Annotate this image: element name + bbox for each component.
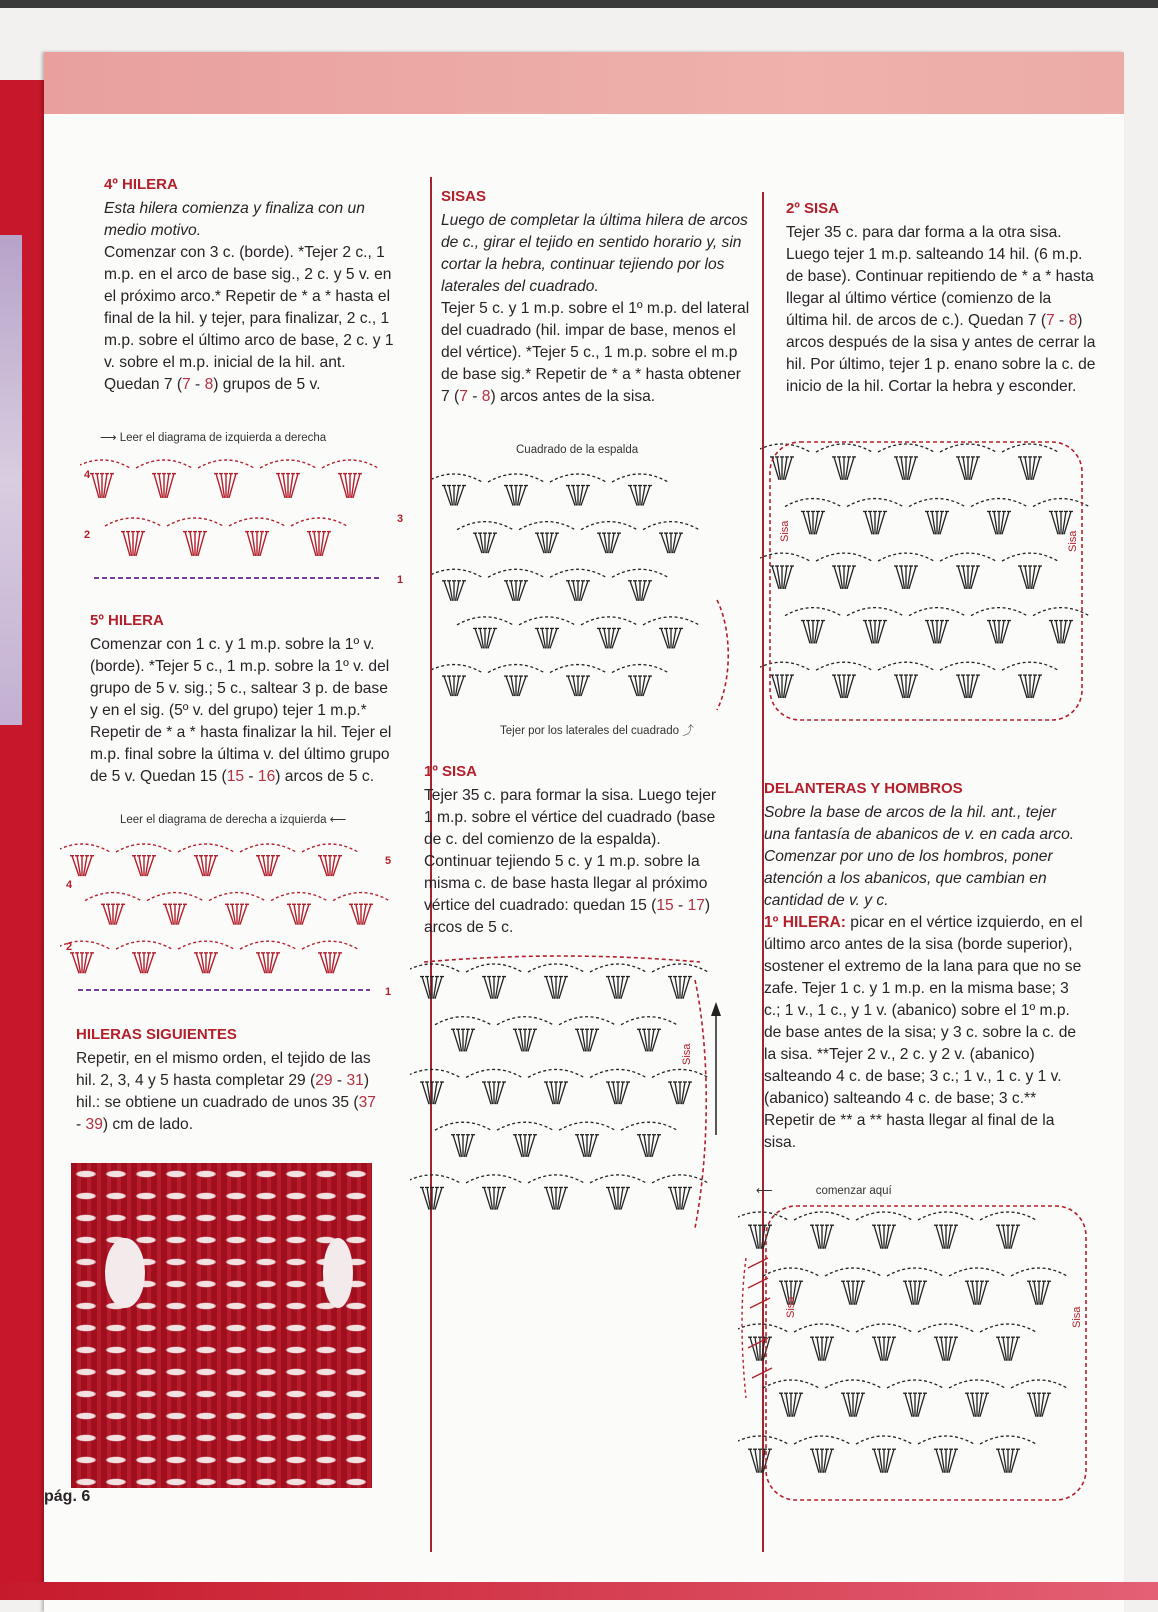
stitch-fan xyxy=(504,676,528,696)
stitch-fan xyxy=(748,1449,772,1473)
stitch-fan xyxy=(245,532,269,556)
chain-arc xyxy=(147,893,203,901)
stitch-fan xyxy=(504,486,528,506)
stitch-fan xyxy=(70,953,94,973)
chain-arc xyxy=(980,1324,1036,1332)
section-body: 1º HILERA: picar en el vértice izquierdo, en el último arco antes de la sisa (borde superior), sostener el extremo de la lana para que no se zafe. Tejer 1 c. y 1 m.p. en la misma base; 3 c.; 1 v., 1 c., y 1 v. (abanico) sobre el 1º m.p. de base antes de la sisa; y 3 c. sobre la c. de la sisa. **Tejer 2 v., 2 c. y 2 v. (abanico) salteando 4 c. de base; 3 c.; 1 v., 1 c. y 1 v. (abanico) salteando 4 c. de base; 3 c.** Repetir de ** a ** hasta llegar al final de la sisa. xyxy=(764,914,1083,1151)
section-title: 4º HILERA xyxy=(104,176,178,193)
chain-arc xyxy=(488,474,544,482)
stitch-fan xyxy=(956,457,980,480)
stitch-fan xyxy=(256,856,280,876)
chain-arc xyxy=(794,1436,850,1444)
chain-arc xyxy=(785,499,841,507)
stitch-fan xyxy=(482,1082,506,1104)
chain-arc xyxy=(435,1017,491,1025)
chain-arc xyxy=(1011,1380,1067,1388)
stitch-fan xyxy=(307,532,331,556)
stitch-fan xyxy=(894,675,918,698)
chain-arc xyxy=(240,844,296,852)
stitch-fan xyxy=(442,676,466,696)
back-square-diagram xyxy=(432,460,732,722)
stitch-fan xyxy=(420,977,444,999)
chain-arc xyxy=(590,1175,646,1183)
chain-arc xyxy=(581,522,637,530)
chain-arc xyxy=(652,964,708,972)
stitch-fan xyxy=(349,904,373,924)
stitch-fan xyxy=(903,1393,927,1417)
chain-arc xyxy=(559,1122,615,1130)
stitch-fan xyxy=(163,904,187,924)
chain-arc xyxy=(909,608,965,616)
chain-arc xyxy=(302,844,358,852)
stitch-fan xyxy=(841,1281,865,1305)
stitch-fan xyxy=(925,621,949,644)
stitch-fan xyxy=(544,977,568,999)
row-number: 1 xyxy=(397,574,404,586)
chain-arc xyxy=(612,665,668,673)
row-number: 2 xyxy=(84,529,91,541)
stitch-fan xyxy=(194,856,218,876)
chain-arc xyxy=(590,964,646,972)
bottom-band xyxy=(0,1582,1158,1600)
stitch-fan xyxy=(504,581,528,601)
chain-arc xyxy=(432,665,482,673)
stitch-fan xyxy=(748,1337,772,1361)
stitch-fan xyxy=(482,1187,506,1209)
stitch-fan xyxy=(934,1337,958,1361)
section-sisa-1 xyxy=(424,761,724,939)
stitch-fan xyxy=(810,1225,834,1249)
chain-arc xyxy=(466,1175,522,1183)
stitch-fan xyxy=(566,581,590,601)
stitch-fan xyxy=(934,1225,958,1249)
section-body: Comenzar con 1 c. y 1 m.p. sobre la 1º v. (borde). *Tejer 5 c., 1 m.p. sobre la 1º v. del grupo de 5 v. sig.; 5 c., saltear 3 p. de base y en el sig. (5º v. del grupo) tejer 1 m.p.* Repetir de * a * hasta finalizar la hil. Tejer el m.p. final sobre la última v. del último grupo de 5 v. Quedan 15 (15 - 16) arcos de 5 c. xyxy=(90,636,392,785)
arrow-left-icon: ⟵ xyxy=(756,1185,776,1197)
chain-arc xyxy=(643,522,699,530)
stitch-fan xyxy=(956,566,980,589)
row-number: 4 xyxy=(84,469,91,481)
chain-arc xyxy=(291,518,347,526)
chain-arc xyxy=(612,474,668,482)
stitch-fan xyxy=(996,1337,1020,1361)
stitch-fan xyxy=(566,676,590,696)
chain-arc xyxy=(167,518,223,526)
chain-arc xyxy=(621,1122,677,1130)
chain-arc xyxy=(497,1122,553,1130)
chain-arc xyxy=(878,662,934,670)
chain-arc xyxy=(794,1324,850,1332)
knitted-square-photo xyxy=(71,1163,372,1488)
stitch-fan xyxy=(872,1449,896,1473)
chain-arc xyxy=(738,1324,788,1332)
stitch-fan xyxy=(214,474,238,498)
stitch-fan xyxy=(996,1225,1020,1249)
chain-arc xyxy=(1002,553,1058,561)
section-fronts-shoulders xyxy=(764,778,1084,1154)
stitch-fan xyxy=(338,474,362,498)
stitch-fan xyxy=(659,628,683,648)
chain-arc xyxy=(980,1212,1036,1220)
stitch-fan xyxy=(535,533,559,553)
chain-arc xyxy=(229,518,285,526)
chain-arc xyxy=(116,941,172,949)
diagram-title: Cuadrado de la espalda xyxy=(516,444,639,456)
stitch-fan xyxy=(894,457,918,480)
sisa-label: Sisa xyxy=(779,520,791,542)
chain-arc xyxy=(856,1324,912,1332)
stitch-fan xyxy=(628,581,652,601)
stitch-fan xyxy=(956,675,980,698)
stitch-fan xyxy=(965,1281,989,1305)
chain-arc xyxy=(240,941,296,949)
chain-arc xyxy=(785,608,841,616)
shoulder-fans xyxy=(742,1258,772,1398)
chain-arc xyxy=(918,1324,974,1332)
chain-arc xyxy=(643,617,699,625)
stitch-fan xyxy=(513,1029,537,1051)
stitch-fan xyxy=(810,1449,834,1473)
sisa-1-diagram xyxy=(410,950,730,1240)
stitch-fan xyxy=(482,977,506,999)
chain-arc xyxy=(105,518,161,526)
chain-arc xyxy=(971,499,1027,507)
chain-arc xyxy=(918,1212,974,1220)
chain-arc xyxy=(763,1268,819,1276)
stitch-fan xyxy=(442,486,466,506)
stitch-fan xyxy=(420,1187,444,1209)
chain-arc xyxy=(971,608,1027,616)
stitch-fan xyxy=(894,566,918,589)
stitch-diagram-row-2-4 xyxy=(80,446,410,591)
stitch-fan xyxy=(420,1082,444,1104)
chain-arc xyxy=(457,617,513,625)
stitch-fan xyxy=(90,474,114,498)
chain-arc xyxy=(178,941,234,949)
section-sisa-2 xyxy=(786,198,1096,398)
stitch-fan xyxy=(606,977,630,999)
chain-arc xyxy=(949,1380,1005,1388)
stitch-fan xyxy=(606,1187,630,1209)
chain-arc xyxy=(488,569,544,577)
stitch-fan xyxy=(668,1187,692,1209)
stitch-fan xyxy=(832,566,856,589)
stitch-fan xyxy=(770,457,794,480)
chain-arc xyxy=(1002,662,1058,670)
diagram-note: ⟵ comenzar aquí xyxy=(756,1185,892,1197)
sisa-label: Sisa xyxy=(681,1043,693,1065)
chain-arc xyxy=(887,1268,943,1276)
diagram-note: Tejer por los laterales del cuadrado ⤴ xyxy=(500,725,694,737)
row-number: 3 xyxy=(397,513,404,525)
section-row-4 xyxy=(104,174,404,396)
chain-arc xyxy=(302,941,358,949)
chain-arc xyxy=(1011,1268,1067,1276)
stitch-fan xyxy=(1049,621,1073,644)
chain-arc xyxy=(794,1212,850,1220)
section-body: Comenzar con 3 c. (borde). *Tejer 2 c., 1 m.p. en el arco de base sig., 2 c. y 5 v. en el próximo arco.* Repetir de * a * hasta el final de la hil. y tejer, para finalizar, 2 c., 1 m.p. sobre el último arco de base, 2 c. y 1 v. sobre el m.p. inicial de la hil. ant. Quedan 7 (7 - 8) grupos de 5 v. xyxy=(104,244,394,393)
chain-arc xyxy=(825,1268,881,1276)
chain-arc xyxy=(435,1122,491,1130)
header-band xyxy=(44,52,1124,114)
stitch-diagram-row-2-5 xyxy=(60,830,400,1000)
chain-arc xyxy=(519,522,575,530)
stitch-fan xyxy=(668,1082,692,1104)
section-sisas xyxy=(441,186,751,408)
scan-edge xyxy=(0,0,1158,8)
stitch-fan xyxy=(566,486,590,506)
row-number: 4 xyxy=(66,879,73,891)
chain-arc xyxy=(410,964,460,972)
stitch-fan xyxy=(832,675,856,698)
stitch-fan xyxy=(318,856,342,876)
stitch-fan xyxy=(872,1337,896,1361)
stitch-fan xyxy=(987,511,1011,534)
chain-arc xyxy=(528,1175,584,1183)
chain-arc xyxy=(760,553,810,561)
stitch-fan xyxy=(770,675,794,698)
stitch-fan xyxy=(287,904,311,924)
chain-arc xyxy=(333,893,389,901)
chain-arc xyxy=(466,964,522,972)
chain-arc xyxy=(432,474,482,482)
stitch-fan xyxy=(668,977,692,999)
section-following-rows xyxy=(76,1024,376,1136)
chain-arc xyxy=(550,665,606,673)
stitch-fan xyxy=(597,533,621,553)
section-intro: Esta hilera comienza y finaliza con un medio motivo. xyxy=(104,200,365,239)
chain-arc xyxy=(198,460,254,468)
section-title: DELANTERAS Y HOMBROS xyxy=(764,780,963,797)
stitch-fan xyxy=(70,856,94,876)
section-body: Tejer 35 c. para dar forma a la otra sisa. Luego tejer 1 m.p. salteando 14 hil. (6 m.p. de base). Continuar repitiendo de * a * hasta llegar al último vértice (comienzo de la última hil. de arcos de c.). Quedan 7 (7 - 8) arcos después de la sisa y antes de cerrar la hil. Por último, tejer 1 p. enano sobre la c. de inicio de la hil. Cortar la hebra y esconder. xyxy=(786,224,1096,395)
stitch-fan xyxy=(801,621,825,644)
stitch-fan xyxy=(1018,457,1042,480)
chain-arc xyxy=(940,662,996,670)
stitch-fan xyxy=(575,1135,599,1157)
stitch-fan xyxy=(194,953,218,973)
chain-arc xyxy=(497,1017,553,1025)
stitch-fan xyxy=(965,1393,989,1417)
chain-arc xyxy=(909,499,965,507)
stitch-fan xyxy=(637,1135,661,1157)
stitch-fan xyxy=(473,628,497,648)
stitch-fan xyxy=(1027,1393,1051,1417)
stitch-fan xyxy=(1027,1281,1051,1305)
chain-arc xyxy=(1033,499,1089,507)
chain-arc xyxy=(856,1436,912,1444)
stitch-fan xyxy=(934,1449,958,1473)
side-chain xyxy=(717,600,728,710)
chain-arc xyxy=(816,662,872,670)
chain-arc xyxy=(1033,608,1089,616)
chain-arc xyxy=(940,444,996,452)
stitch-fan xyxy=(225,904,249,924)
stitch-fan xyxy=(544,1187,568,1209)
chain-arc xyxy=(271,893,327,901)
stitch-fan xyxy=(442,581,466,601)
section-title: 2º SISA xyxy=(786,200,839,217)
chain-arc xyxy=(322,460,378,468)
chain-arc xyxy=(550,569,606,577)
arrow-right-icon: ⟶ xyxy=(100,432,120,444)
section-body: Tejer 5 c. y 1 m.p. sobre el 1º m.p. del lateral del cuadrado (hil. impar de base, menos el del vértice). *Tejer 5 c., 1 m.p. sobre el m.p de base sig.* Repetir de * a * hasta obtener 7 (7 - 8) arcos antes de la sisa. xyxy=(441,300,750,405)
stitch-fan xyxy=(1018,566,1042,589)
chain-arc xyxy=(178,844,234,852)
chain-arc xyxy=(980,1436,1036,1444)
stitch-fan xyxy=(256,953,280,973)
sisa-label: Sisa xyxy=(1071,1306,1083,1328)
chain-arc xyxy=(949,1268,1005,1276)
chain-arc xyxy=(612,569,668,577)
chain-arc xyxy=(760,662,810,670)
stitch-fan xyxy=(597,628,621,648)
chain-arc xyxy=(519,617,575,625)
stitch-fan xyxy=(779,1393,803,1417)
stitch-fan xyxy=(1018,675,1042,698)
section-body: Repetir, en el mismo orden, el tejido de las hil. 2, 3, 4 y 5 hasta completar 29 (29 - 31) hil.: se obtiene un cuadrado de unos 35 (37 - 39) cm de lado. xyxy=(76,1050,376,1133)
section-row-5 xyxy=(90,610,400,788)
row-number: 2 xyxy=(66,941,73,953)
curved-arrow-icon: ⤴ xyxy=(679,725,694,737)
stitch-fan xyxy=(121,532,145,556)
stitch-fan xyxy=(451,1029,475,1051)
stitch-fan xyxy=(318,953,342,973)
stitch-fan xyxy=(903,1281,927,1305)
diagram-note: ⟶ Leer el diagrama de izquierda a derecha xyxy=(100,432,327,444)
stitch-fan xyxy=(575,1029,599,1051)
section-title: SISAS xyxy=(441,188,487,205)
stitch-fan xyxy=(513,1135,537,1157)
stitch-fan xyxy=(152,474,176,498)
adjacent-page-photo xyxy=(0,235,22,725)
chain-arc xyxy=(550,474,606,482)
stitch-fan xyxy=(628,676,652,696)
chain-arc xyxy=(878,444,934,452)
stitch-fan xyxy=(659,533,683,553)
stitch-fan xyxy=(132,856,156,876)
stitch-fan xyxy=(801,511,825,534)
chain-arc xyxy=(856,1212,912,1220)
stitch-fan xyxy=(987,621,1011,644)
chain-arc xyxy=(528,1069,584,1077)
stitch-fan xyxy=(101,904,125,924)
fronts-diagram xyxy=(738,1198,1098,1506)
chain-arc xyxy=(940,553,996,561)
stitch-fan xyxy=(544,1082,568,1104)
chain-arc xyxy=(209,893,265,901)
chain-arc xyxy=(60,844,110,852)
row-number: 5 xyxy=(385,855,392,867)
chain-arc xyxy=(116,844,172,852)
section-intro: Sobre la base de arcos de la hil. ant., tejer una fantasía de abanicos de v. en cada arco. Comenzar por uno de los hombros, poner atención a los abanicos, que cambian en cantidad de v. y c. xyxy=(764,804,1075,909)
chain-arc xyxy=(825,1380,881,1388)
stitch-fan xyxy=(628,486,652,506)
chain-arc xyxy=(488,665,544,673)
stitch-fan xyxy=(637,1029,661,1051)
chain-arc xyxy=(738,1436,788,1444)
chain-arc xyxy=(559,1017,615,1025)
stitch-fan xyxy=(872,1225,896,1249)
chain-arc xyxy=(887,1380,943,1388)
diagram-note: Leer el diagrama de derecha a izquierda ⟵ xyxy=(120,814,347,826)
row-number: 1 xyxy=(385,986,392,998)
stitch-fan xyxy=(925,511,949,534)
stitch-fan xyxy=(183,532,207,556)
section-intro: Luego de completar la última hilera de arcos de c., girar el tejido en sentido horario y, sin cortar la hebra, continuar tejiendo por los laterales del cuadrado. xyxy=(441,212,748,295)
chain-arc xyxy=(621,1017,677,1025)
chain-arc xyxy=(918,1436,974,1444)
section-title: 1º SISA xyxy=(424,763,477,780)
section-body: Tejer 35 c. para formar la sisa. Luego tejer 1 m.p. sobre el vértice del cuadrado (base de c. del comienzo de la espalda). Continuar tejiendo 5 c. y 1 m.p. sobre la misma c. de base hasta llegar al próximo vértice del cuadrado: quedan 15 (15 - 17) arcos de 5 c. xyxy=(424,787,717,936)
section-title: 5º HILERA xyxy=(90,612,164,629)
arrow-left-icon: ⟵ xyxy=(326,814,347,826)
chain-arc xyxy=(652,1069,708,1077)
chain-arc xyxy=(410,1175,460,1183)
chain-arc xyxy=(457,522,513,530)
chain-arc xyxy=(652,1175,708,1183)
stitch-fan xyxy=(832,457,856,480)
stitch-fan xyxy=(770,566,794,589)
chain-arc xyxy=(847,499,903,507)
stitch-fan xyxy=(863,511,887,534)
chain-arc xyxy=(816,553,872,561)
stitch-fan xyxy=(606,1082,630,1104)
chain-arc xyxy=(816,444,872,452)
chain-arc xyxy=(432,569,482,577)
chain-arc xyxy=(528,964,584,972)
stitch-fan xyxy=(451,1135,475,1157)
chain-arc xyxy=(466,1069,522,1077)
chain-arc xyxy=(763,1380,819,1388)
chain-arc xyxy=(260,460,316,468)
chain-arc xyxy=(847,608,903,616)
stitch-fan xyxy=(748,1225,772,1249)
sisa-2-diagram xyxy=(760,430,1095,730)
stitch-fan xyxy=(841,1393,865,1417)
chain-arc xyxy=(136,460,192,468)
chain-arc xyxy=(1002,444,1058,452)
stitch-fan xyxy=(996,1449,1020,1473)
stitch-fan xyxy=(535,628,559,648)
chain-arc xyxy=(760,444,810,452)
page-number: pág. 6 xyxy=(44,1488,91,1505)
stitch-fan xyxy=(132,953,156,973)
section-title: HILERAS SIGUIENTES xyxy=(76,1026,237,1043)
stitch-fan xyxy=(276,474,300,498)
chain-arc xyxy=(85,893,141,901)
chain-arc xyxy=(738,1212,788,1220)
chain-arc xyxy=(878,553,934,561)
stitch-fan xyxy=(810,1337,834,1361)
sisa-label: Sisa xyxy=(785,1296,797,1318)
chain-arc xyxy=(410,1069,460,1077)
chain-arc xyxy=(581,617,637,625)
stitch-fan xyxy=(473,533,497,553)
chain-arc xyxy=(80,460,130,468)
stitch-fan xyxy=(863,621,887,644)
sisa-label: Sisa xyxy=(1067,530,1079,552)
chain-arc xyxy=(590,1069,646,1077)
